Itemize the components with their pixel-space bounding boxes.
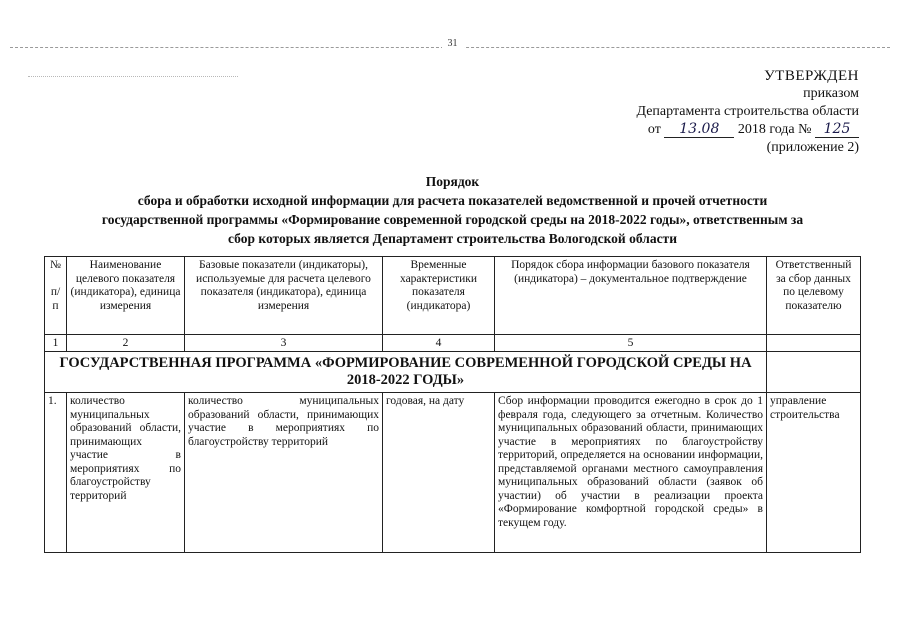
header-responsible: Ответственный за сбор данных по целевому показателю xyxy=(767,257,861,335)
column-number-row xyxy=(45,335,861,352)
title-heading: Порядок xyxy=(425,174,480,189)
table-header-row xyxy=(45,257,861,335)
colnum-1: 1 xyxy=(45,335,67,352)
colnum-6 xyxy=(767,335,861,352)
row-responsible: управление строительства xyxy=(767,393,861,553)
year-text: 2018 года № xyxy=(737,122,812,137)
header-base: Базовые показатели (индикаторы), используемые для расчета целевого показателя (индикатора), единица измерения xyxy=(185,257,383,335)
row-timing: годовая, на дату xyxy=(383,393,495,553)
colnum-4: 4 xyxy=(383,335,495,352)
approval-title: УТВЕРЖДЕН xyxy=(764,68,859,84)
handwritten-date: 13.08 xyxy=(664,122,734,138)
indicators-table xyxy=(44,256,861,553)
approval-stamp xyxy=(637,67,860,157)
title-line-2: государственной программы «Формирование современной городской среды на 2018-2022 годы», ответственным за xyxy=(101,212,804,227)
row-number: 1. xyxy=(45,393,67,553)
colnum-2: 2 xyxy=(67,335,185,352)
row-base: количество муниципальных образований области, принимающих участие в мероприятиях по благоустройству территорий xyxy=(185,393,383,553)
scan-artifact-line xyxy=(28,76,238,77)
approval-attachment: (приложение 2) xyxy=(766,140,859,155)
row-procedure: Сбор информации проводится ежегодно в срок до 1 февраля года, следующего за отчетным. Количество муниципальных образований области, принимающих участие в мероприятиях по благоустройству территорий, определяется на основании информации, представляемой органами местного самоуправления муниципальных образований области (заявок об участии) об участии в реализации проекта «Формирование комфортной городской среды» в текущем году. xyxy=(495,393,767,553)
colnum-5: 5 xyxy=(495,335,767,352)
date-prefix: от xyxy=(647,122,661,137)
approval-line-order: приказом xyxy=(803,86,859,101)
section-row xyxy=(45,352,861,393)
colnum-3: 3 xyxy=(185,335,383,352)
section-title: ГОСУДАРСТВЕННАЯ ПРОГРАММА «ФОРМИРОВАНИЕ СОВРЕМЕННОЙ ГОРОДСКОЙ СРЕДЫ НА 2018-2022 ГОДЫ» xyxy=(45,352,767,393)
page-number: 31 xyxy=(0,38,905,49)
section-empty-cell xyxy=(767,352,861,393)
approval-date-line xyxy=(637,121,860,139)
approval-line-department: Департамента строительства области xyxy=(636,104,859,119)
header-timing: Временные характеристики показателя (индикатора) xyxy=(383,257,495,335)
header-num: № п/ п xyxy=(45,257,67,335)
table-row xyxy=(45,393,861,553)
title-line-3: сбор которых является Департамент строительства Вологодской области xyxy=(228,231,677,246)
handwritten-number: 125 xyxy=(815,122,859,138)
header-indicator: Наименование целевого показателя (индикатора), единица измерения xyxy=(67,257,185,335)
row-indicator: количество муниципальных образований области, принимающих участие в мероприятиях по благоустройству территорий xyxy=(67,393,185,553)
title-line-1: сбора и обработки исходной информации для расчета показателей ведомственной и прочей отчетности xyxy=(137,193,768,208)
header-procedure: Порядок сбора информации базового показателя (индикатора) – документальное подтверждение xyxy=(495,257,767,335)
document-title xyxy=(40,172,865,248)
